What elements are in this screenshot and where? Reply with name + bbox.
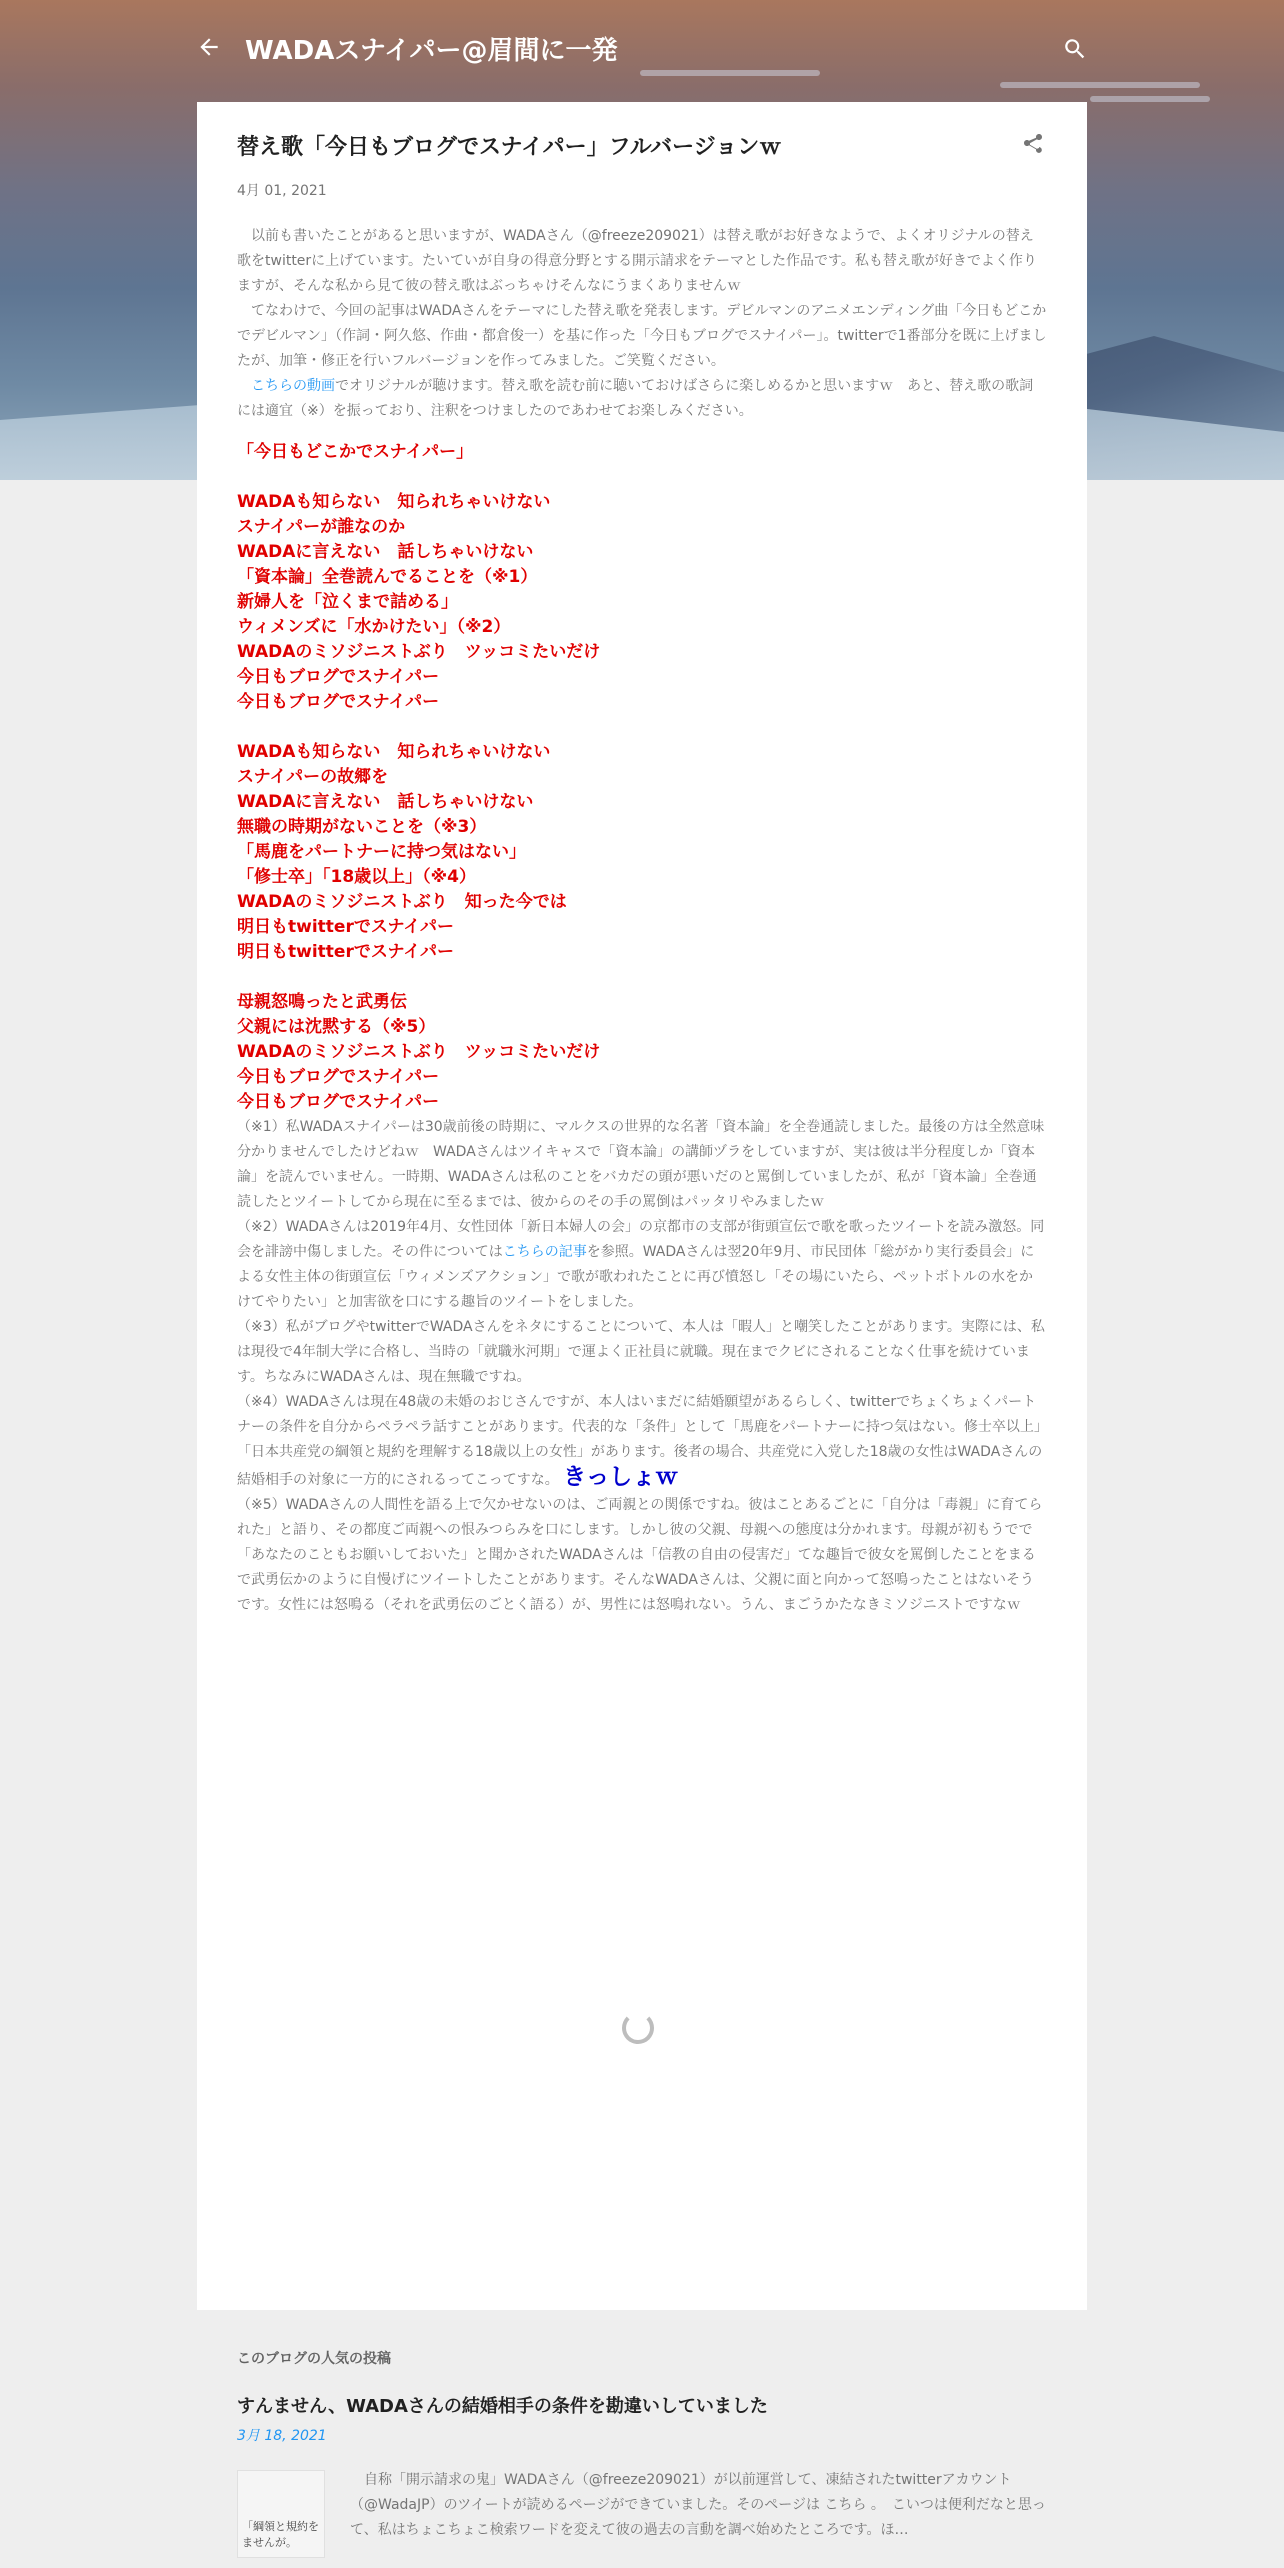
- intro-paragraph: 以前も書いたことがあると思いますが、WADAさん（@freeze209021）は替え歌がお好きなようで、よくオリジナルの替え歌をtwitterに上げています。たいていが自身の得意分野とする開示請求をテーマとした作品です。私も替え歌が好きでよく作りますが、そんな私から見て彼の替え歌はぶっちゃけそんなにうまくありませんｗ: [237, 228, 1037, 294]
- lyrics: [237, 440, 1047, 1115]
- share-icon[interactable]: [1021, 132, 1045, 156]
- lyric-line: 明日もtwitterでスナイパー: [237, 942, 454, 962]
- thumbnail-text: 「綱領と規約を ませんが。: [242, 2520, 319, 2549]
- lyric-line: 母親怒鳴ったと武勇伝: [237, 992, 407, 1012]
- popular-posts-heading: このブログの人気の投稿: [237, 2351, 391, 2367]
- post-card: [197, 102, 1087, 2310]
- lyric-line: 今日もブログでスナイパー: [237, 1067, 440, 1087]
- footnote-text: （※4）WADAさんは現在48歳の未婚のおじさんですが、本人はいまだに結婚願望があるらしく、twitterでちょくちょくパートナーの条件を自分からペラペラ話すことがあります。代表的な「条件」として「馬鹿をパートナーに持つ気はない。修士卒以上」「日本共産党の綱領と規約を理解する18歳以上の女性」があります。後者の場合、共産党に入党した18歳の女性はWADAさんの結婚相手の対象に一方的にされるってこってすな。: [237, 1394, 1043, 1488]
- footnote-4: [237, 1390, 1047, 1493]
- intro-paragraph: [237, 374, 1047, 424]
- lyric-line: 「修士卒」「18歳以上」（※4）: [237, 867, 477, 887]
- post-body: [237, 224, 1047, 1618]
- lyric-line: 「資本論」全巻読んでることを（※1）: [237, 567, 538, 587]
- lyric-line: 無職の時期がないことを（※3）: [237, 817, 487, 837]
- lyric-line: スナイパーの故郷を: [237, 767, 389, 787]
- intro-text: でオリジナルが聴けます。替え歌を読む前に聴いておけばさらに楽しめるかと思いますｗ あと、替え歌の歌詞には適宜（※）を振っており、注釈をつけましたのであわせてお楽しみください。: [237, 378, 1034, 419]
- lyric-line: WADAのミソジニストぶり ツッコミたいだけ: [237, 1042, 601, 1062]
- lyric-line: 今日もブログでスナイパー: [237, 692, 440, 712]
- back-arrow-icon[interactable]: [196, 34, 222, 60]
- post-title: 替え歌「今日もブログでスナイパー」フルバージョンｗ: [237, 135, 782, 160]
- lyric-line: WADAのミソジニストぶり ツッコミたいだけ: [237, 642, 601, 662]
- footnote-5: （※5）WADAさんの人間性を語る上で欠かせないのは、ご両親との関係ですね。彼はことあるごとに「自分は「毒親」に育てられた」と語り、その都度ご両親への恨みつらみを口にします。しかし彼の父親、母親への態度は分かれます。母親が初もうでで「あなたのこともお願いしておいた」と聞かされたWADAさんは「信教の自由の侵害だ」てな趣旨で彼女を罵倒したことをまるで武勇伝かのように自慢げにツイートしたことがあります。そんなWADAさんは、父親に面と向かって怒鳴ったことはないそうです。女性には怒鳴る（それを武勇伝のごとく語る）が、男性には怒鳴れない。うん、まごうかたなきミソジニストですなｗ: [237, 1497, 1043, 1613]
- lyric-line: スナイパーが誰なのか: [237, 517, 406, 537]
- popular-post-title[interactable]: すんません、WADAさんの結婚相手の条件を勘違いしていました: [237, 2396, 768, 2417]
- popular-post-thumbnail[interactable]: [237, 2470, 325, 2558]
- top-bar: [0, 0, 1284, 100]
- footnote-3: （※3）私がブログやtwitterでWADAさんをネタにすることについて、本人は「暇人」と嘲笑したことがあります。実際には、私は現役で4年制大学に合格し、当時の「就職氷河期」で運よく正社員に就職。現在までクビにされることなく仕事を続けています。ちなみにWADAさんは、現在無職ですね。: [237, 1319, 1045, 1385]
- popular-post-date: 3月 18, 2021: [237, 2428, 327, 2444]
- lyric-line: 明日もtwitterでスナイパー: [237, 917, 454, 937]
- video-link[interactable]: こちらの動画: [251, 378, 335, 394]
- lyrics-title: 「今日もどこかでスナイパー」: [237, 442, 474, 462]
- footnote-text: を参照。WADAさんは翌20年9月、市民団体「総がかり実行委員会」による女性主体の街頭宣伝「ウィメンズアクション」で歌が歌われたことに再び憤怒し「その場にいたら、ペットボトルの水をかけてやりたい」と加害欲を口にする趣旨のツイートをしました。: [237, 1244, 1035, 1310]
- search-icon[interactable]: [1062, 36, 1088, 62]
- post-date: 4月 01, 2021: [237, 183, 327, 199]
- lyric-line: 今日もブログでスナイパー: [237, 1092, 440, 1112]
- intro-paragraph: てなわけで、今回の記事はWADAさんをテーマにした替え歌を発表します。デビルマンのアニメエンディング曲「今日もどこかでデビルマン」（作詞・阿久悠、作曲・都倉俊一）を基に作った「今日もブログでスナイパー」。twitterで1番部分を既に上げましたが、加筆・修正を行いフルバージョンを作ってみました。ご笑覧ください。: [237, 303, 1047, 369]
- article-link[interactable]: こちらの記事: [502, 1244, 587, 1260]
- lyric-line: WADAのミソジニストぶり 知った今では: [237, 892, 567, 912]
- lyric-line: 今日もブログでスナイパー: [237, 667, 440, 687]
- footnote-2: [237, 1215, 1047, 1315]
- footnote-1: （※1）私WADAスナイパーは30歳前後の時期に、マルクスの世界的な名著「資本論」を全巻通読しました。最後の方は全然意味分かりませんでしたけどねｗ WADAさんはツイキャスで「資本論」の講師ヅラをしていますが、実は彼は半分程度しか「資本論」を読んでいません。一時期、WADAさんは私のことをバカだの頭が悪いだのと罵倒していましたが、私が「資本論」全巻通読したとツイートしてから現在に至るまでは、彼からのその手の罵倒はパッタリやみましたｗ: [237, 1119, 1045, 1210]
- lyric-line: WADAも知らない 知られちゃいけない: [237, 742, 551, 762]
- lyric-line: WADAに言えない 話しちゃいけない: [237, 542, 534, 562]
- lyric-line: 「馬鹿をパートナーに持つ気はない」: [237, 842, 526, 862]
- loading-spinner-icon: [622, 2012, 654, 2044]
- emphasis-text: きっしょｗ: [563, 1464, 679, 1490]
- lyric-line: WADAも知らない 知られちゃいけない: [237, 492, 551, 512]
- lyric-line: WADAに言えない 話しちゃいけない: [237, 792, 534, 812]
- lyric-line: ウィメンズに「水かけたい」（※2）: [237, 617, 511, 637]
- popular-post-snippet: 自称「開示請求の鬼」WADAさん（@freeze209021）が以前運営して、凍結されたtwitterアカウント（@WadaJP）のツイートが読めるページができていました。そのページは こちら 。 こいつは便利だなと思って、私はちょこちょこ検索ワードを変えて彼の過去の言動を調べ始めたところです。ほ…: [350, 2472, 1046, 2538]
- footnote-text: （※2）WADAさんは2019年4月、女性団体「新日本婦人の会」の京都市の支部が街頭宣伝で歌を歌ったツイートを読み激怒。同会を誹謗中傷しました。その件については: [237, 1219, 1045, 1260]
- site-title[interactable]: WADAスナイパー@眉間に一発: [245, 36, 618, 66]
- lyric-line: 父親には沈黙する（※5）: [237, 1017, 436, 1037]
- lyric-line: 新婦人を「泣くまで詰める」: [237, 592, 458, 612]
